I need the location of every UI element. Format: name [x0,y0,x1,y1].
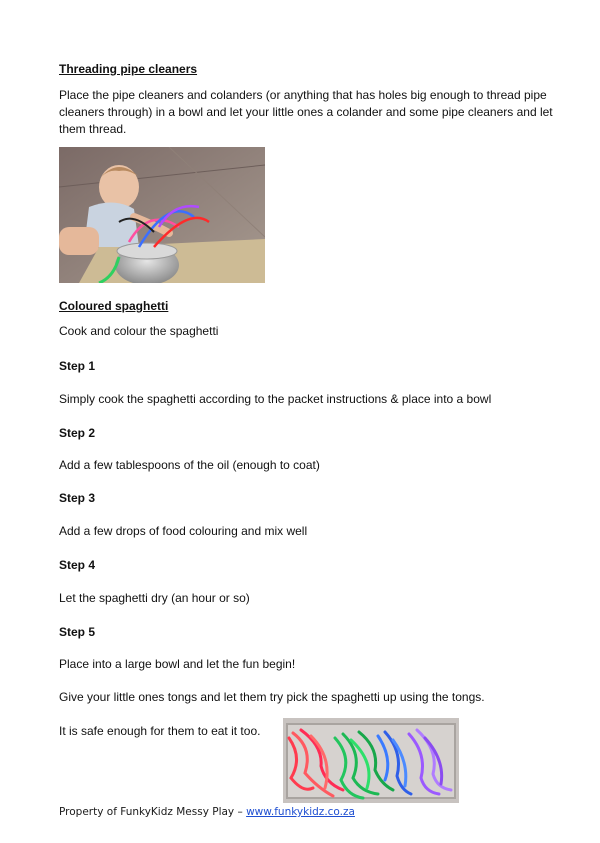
safe-to-eat-note: It is safe enough for them to eat it too. [59,724,261,738]
footer-property-text: Property of FunkyKidz Messy Play – [59,806,247,818]
section-heading-threading: Threading pipe cleaners [59,62,198,76]
step-text: Add a few tablespoons of the oil (enough to coat) [59,458,320,472]
funkykidz-website-link[interactable]: www.funkykidz.co.za [246,806,355,818]
step-label: Step 5 [59,625,96,639]
step-text: Add a few drops of food colouring and mix well [59,524,308,538]
coloured-spaghetti-photo [283,718,459,803]
threading-paragraph: Place the pipe cleaners and colanders (or anything that has holes big enough to thread pipe cleaners through) in a bowl and let your little ones a colander and some pipe cleaners and let them thread. [59,88,553,136]
baby-colander-photo [59,147,265,283]
section-heading-spaghetti: Coloured spaghetti [59,299,169,313]
spaghetti-intro: Cook and colour the spaghetti [59,324,219,338]
step-label: Step 1 [59,359,96,373]
step-label: Step 3 [59,491,96,505]
tongs-tip: Give your little ones tongs and let them try pick the spaghetti up using the tongs. [59,690,485,704]
step-text: Let the spaghetti dry (an hour or so) [59,591,250,605]
step-label: Step 2 [59,426,96,440]
step-text: Place into a large bowl and let the fun begin! [59,657,296,671]
step-text: Simply cook the spaghetti according to the packet instructions & place into a bowl [59,392,492,406]
footer [59,806,355,818]
step-label: Step 4 [59,558,96,572]
